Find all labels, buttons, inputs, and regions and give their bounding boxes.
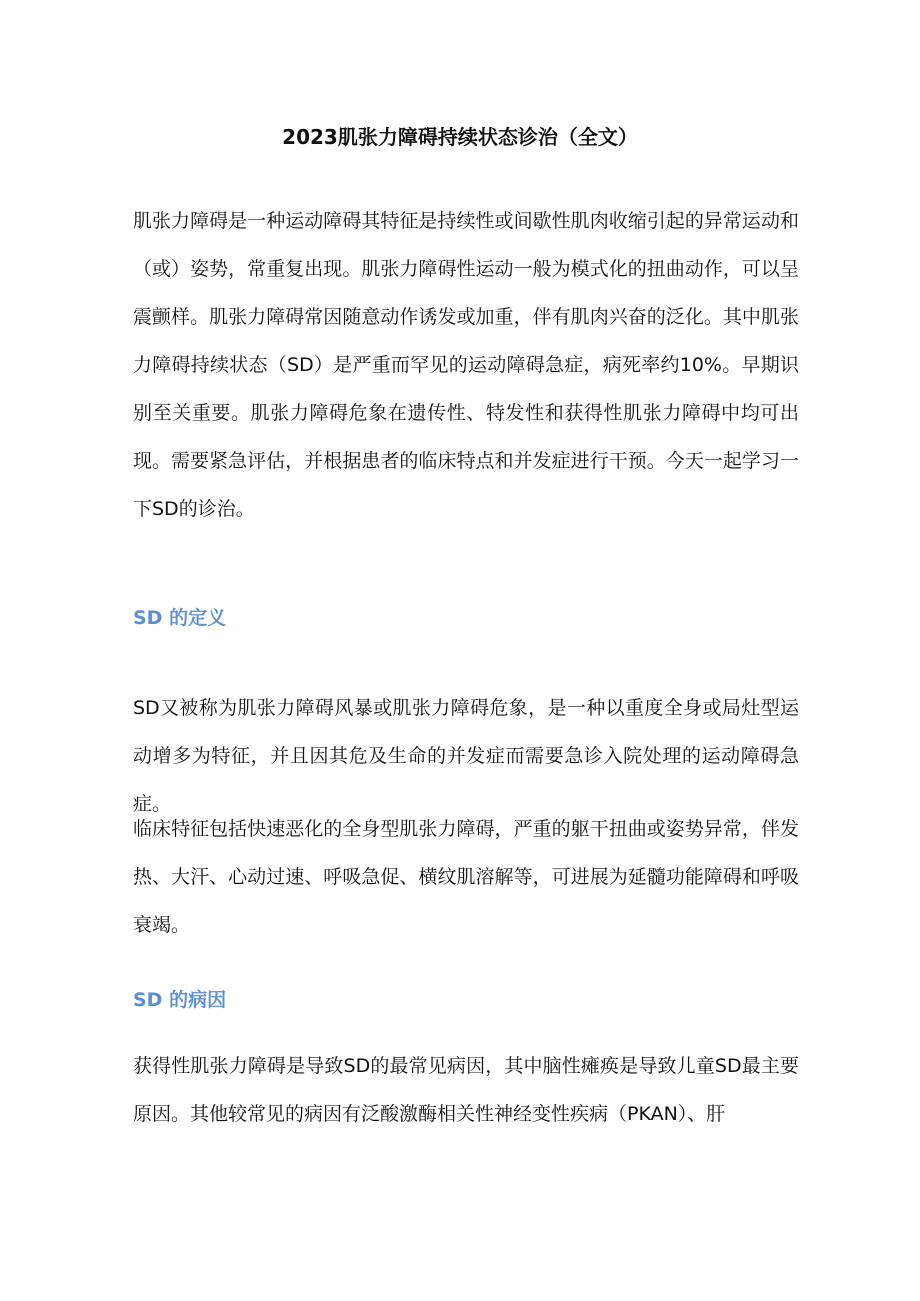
definition-paragraph-2: 临床特征包括快速恶化的全身型肌张力障碍，严重的躯干扭曲或姿势异常，伴发热、大汗、心动过速、呼吸急促、横纹肌溶解等，可进展为延髓功能障碍和呼吸衰竭。 bbox=[133, 818, 799, 936]
section-heading-definition: SD 的定义 bbox=[133, 607, 227, 629]
etiology-paragraph-1: 获得性肌张力障碍是导致SD的最常见病因，其中脑性瘫痪是导致儿童SD最主要原因。其他较常见的病因有泛酸激酶相关性神经变性疾病（PKAN）、肝 bbox=[133, 1055, 799, 1125]
definition-paragraph-1: SD又被称为肌张力障碍风暴或肌张力障碍危象，是一种以重度全身或局灶型运动增多为特征，并且因其危及生命的并发症而需要急诊入院处理的运动障碍急症。 bbox=[133, 697, 799, 815]
document-title: 2023肌张力障碍持续状态诊治（全文） bbox=[282, 125, 638, 149]
intro-paragraph: 肌张力障碍是一种运动障碍其特征是持续性或间歇性肌肉收缩引起的异常运动和（或）姿势，常重复出现。肌张力障碍性运动一般为模式化的扭曲动作，可以呈震颤样。肌张力障碍常因随意动作诱发或加重，伴有肌肉兴奋的泛化。其中肌张力障碍持续状态（SD）是严重而罕见的运动障碍急症，病死率约10%。早期识别至关重要。肌张力障碍危象在遗传性、特发性和获得性肌张力障碍中均可出现。需要紧急评估，并根据患者的临床特点和并发症进行干预。今天一起学习一下SD的诊治。 bbox=[133, 210, 799, 520]
section-heading-etiology: SD 的病因 bbox=[133, 989, 227, 1011]
